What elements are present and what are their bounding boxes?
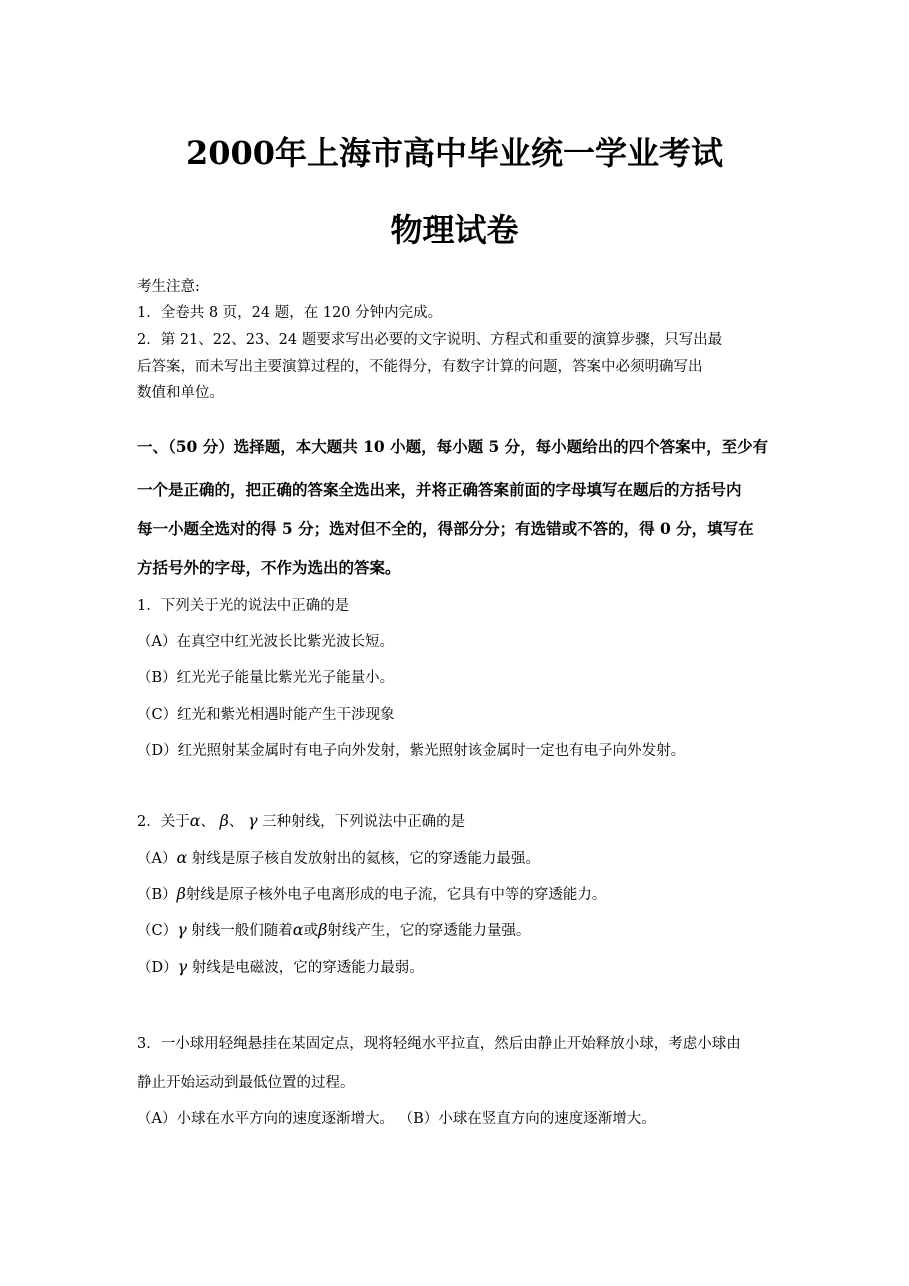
gamma-symbol: γ bbox=[177, 957, 188, 976]
q2-stem-prefix: 2．关于 bbox=[137, 814, 190, 830]
beta-symbol: β bbox=[219, 811, 229, 830]
alpha-symbol: α bbox=[292, 920, 304, 939]
q2-option-b bbox=[137, 884, 606, 905]
alpha-symbol: α bbox=[189, 811, 201, 830]
q3-options-ab: （A）小球在水平方向的速度逐渐增大。 （B）小球在竖直方向的速度逐渐增大。 bbox=[137, 1111, 656, 1127]
separator: 、 bbox=[228, 814, 244, 830]
option-label: （B） bbox=[137, 887, 177, 903]
section1-instructions-3: 每一小题全选对的得 5 分；选对但不全的，得部分分；有选错或不答的，得 0 分，填写在 bbox=[137, 519, 754, 538]
notice-line-1: 1．全卷共 8 页，24 题，在 120 分钟内完成。 bbox=[137, 305, 443, 321]
q1-stem: 1．下列关于光的说法中正确的是 bbox=[137, 598, 350, 614]
notice-line-2: 2．第 21、22、23、24 题要求写出必要的文字说明、方程式和重要的演算步骤，只写出最 bbox=[137, 332, 723, 348]
q1-option-a: （A）在真空中红光波长比紫光波长短。 bbox=[137, 634, 394, 650]
q2-option-c bbox=[137, 920, 530, 941]
q1-option-d: （D）红光照射某金属时有电子向外发射，紫光照射该金属时一定也有电子向外发射。 bbox=[137, 743, 686, 759]
notice-line-3: 后答案，而未写出主要演算过程的，不能得分，有数字计算的问题，答案中必须明确写出 bbox=[137, 359, 703, 375]
exam-subtitle: 物理试卷 bbox=[390, 211, 519, 249]
beta-symbol: β bbox=[176, 884, 186, 903]
q1-option-c: （C）红光和紫光相遇时能产生干涉现象 bbox=[137, 707, 395, 723]
option-or: 或 bbox=[303, 923, 319, 939]
section1-instructions-1: 一、（50 分）选择题，本大题共 10 小题，每小题 5 分，每小题给出的四个答案中，至少有 bbox=[137, 437, 769, 456]
option-label: （A） bbox=[137, 851, 177, 867]
notice-line-4: 数值和单位。 bbox=[137, 385, 224, 401]
separator: 、 bbox=[200, 814, 216, 830]
notice-heading: 考生注意: bbox=[137, 279, 200, 295]
q1-option-b: （B）红光光子能量比紫光光子能量小。 bbox=[137, 670, 395, 686]
q2-stem-suffix: 三种射线，下列说法中正确的是 bbox=[262, 814, 466, 830]
q3-stem-2: 静止开始运动到最低位置的过程。 bbox=[137, 1075, 355, 1091]
q2-option-a bbox=[137, 848, 540, 869]
gamma-symbol: γ bbox=[248, 811, 258, 830]
option-label: （D） bbox=[137, 960, 178, 976]
q2-option-d bbox=[137, 957, 424, 978]
section1-instructions-4: 方括号外的字母，不作为选出的答案。 bbox=[137, 558, 401, 577]
option-text: 射线一般们随着 bbox=[191, 923, 293, 939]
option-text: 射线是原子核外电子电离形成的电子流，它具有中等的穿透能力。 bbox=[185, 887, 607, 903]
section1-instructions-2: 一个是正确的，把正确的答案全选出来，并将正确答案前面的字母填写在题后的方括号内 bbox=[137, 480, 742, 499]
option-text: 射线产生，它的穿透能力量强。 bbox=[327, 923, 531, 939]
q2-stem bbox=[137, 811, 465, 832]
alpha-symbol: α bbox=[176, 848, 188, 867]
exam-title: 2000年上海市高中毕业统一学业考试 bbox=[185, 134, 724, 172]
q3-stem-1: 3．一小球用轻绳悬挂在某固定点，现将轻绳水平拉直，然后由静止开始释放小球，考虑小球由 bbox=[137, 1036, 741, 1052]
option-text: 射线是原子核自发放射出的氦核，它的穿透能力最强。 bbox=[191, 851, 540, 867]
beta-symbol: β bbox=[318, 920, 328, 939]
gamma-symbol: γ bbox=[177, 920, 187, 939]
option-label: （C） bbox=[137, 923, 178, 939]
option-text: 射线是电磁波，它的穿透能力最弱。 bbox=[191, 960, 424, 976]
